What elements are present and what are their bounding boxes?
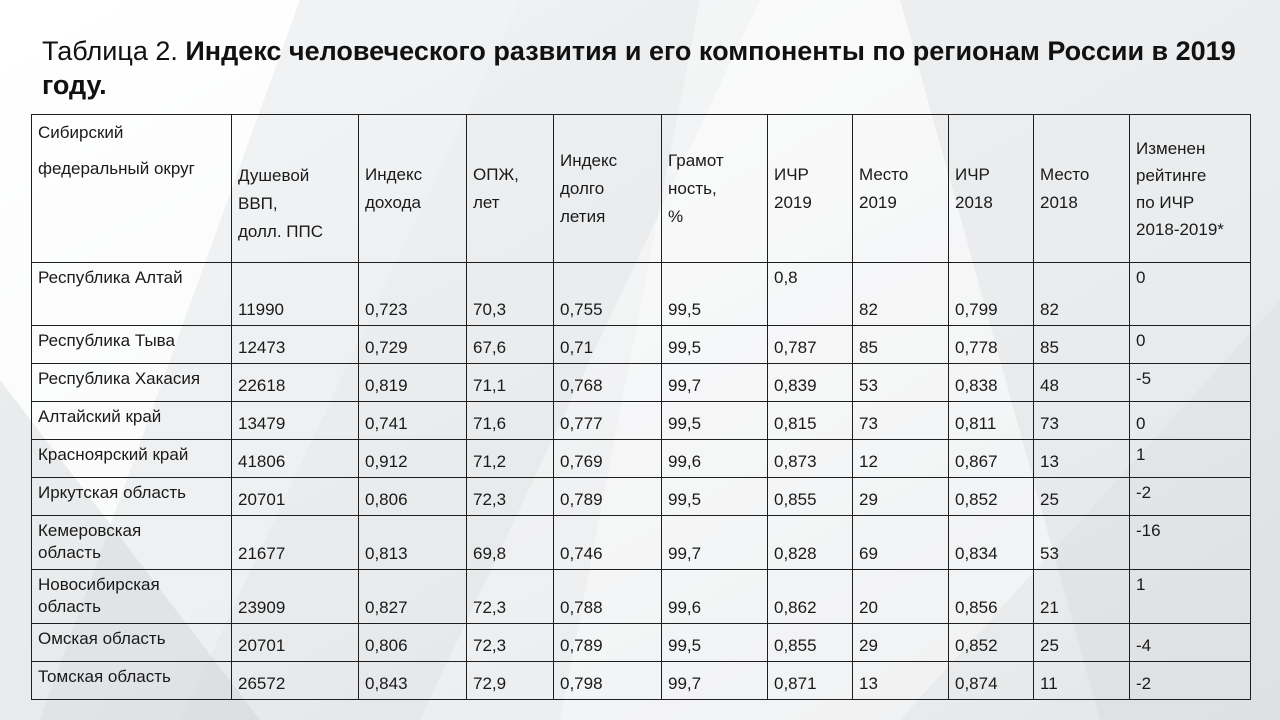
table-cell: 25: [1034, 624, 1130, 662]
table-cell: 99,7: [662, 516, 768, 570]
region-name: Омская область: [32, 624, 232, 662]
table-cell: 0,834: [949, 516, 1034, 570]
region-name: Республика Тыва: [32, 326, 232, 364]
table-row: [32, 478, 1251, 516]
table-cell: 0,789: [554, 624, 662, 662]
table-cell: 53: [1034, 516, 1130, 570]
table-cell: 1: [1130, 570, 1251, 624]
table-cell: 0,806: [359, 624, 467, 662]
table-cell: 13: [853, 662, 949, 700]
table-cell: 82: [1034, 263, 1130, 326]
table-cell: 21: [1034, 570, 1130, 624]
region-name: Новосибирская область: [32, 570, 232, 624]
table-cell: -2: [1130, 662, 1251, 700]
table-cell: 72,3: [467, 570, 554, 624]
table-row: [32, 364, 1251, 402]
header-cell: Грамот ность, %: [662, 115, 768, 263]
title-prefix: Таблица 2.: [42, 36, 186, 66]
table-cell: 26572: [232, 662, 359, 700]
table-cell: 12: [853, 440, 949, 478]
table-cell: 0,867: [949, 440, 1034, 478]
table-cell: 0,8: [768, 263, 853, 326]
table-cell: 0,862: [768, 570, 853, 624]
table-cell: 72,3: [467, 624, 554, 662]
region-name: Республика Алтай: [32, 263, 232, 326]
table-cell: 0,789: [554, 478, 662, 516]
table-cell: 71,6: [467, 402, 554, 440]
header-cell: ИЧР 2018: [949, 115, 1034, 263]
table-cell: 0,811: [949, 402, 1034, 440]
table-cell: 20: [853, 570, 949, 624]
table-cell: 0,815: [768, 402, 853, 440]
table-cell: 22618: [232, 364, 359, 402]
table-cell: 41806: [232, 440, 359, 478]
table-cell: 0,852: [949, 624, 1034, 662]
table-cell: 99,5: [662, 624, 768, 662]
table-cell: 72,3: [467, 478, 554, 516]
table-cell: -4: [1130, 624, 1251, 662]
table-cell: 0,871: [768, 662, 853, 700]
table-cell: 25: [1034, 478, 1130, 516]
table-cell: 0,855: [768, 624, 853, 662]
table-cell: 0,723: [359, 263, 467, 326]
table-cell: 0,746: [554, 516, 662, 570]
table-cell: 0,827: [359, 570, 467, 624]
table-cell: 70,3: [467, 263, 554, 326]
region-name: Красноярский край: [32, 440, 232, 478]
table-cell: 0,912: [359, 440, 467, 478]
header-cell: Место 2018: [1034, 115, 1130, 263]
table-row: [32, 326, 1251, 364]
header-cell: Место 2019: [853, 115, 949, 263]
table-cell: 0,768: [554, 364, 662, 402]
table-row: [32, 402, 1251, 440]
table-cell: 29: [853, 478, 949, 516]
table-cell: 12473: [232, 326, 359, 364]
table-cell: 99,7: [662, 662, 768, 700]
table-cell: 53: [853, 364, 949, 402]
table-cell: 69,8: [467, 516, 554, 570]
table-row: [32, 570, 1251, 624]
table-row: [32, 263, 1251, 326]
table-cell: 0,769: [554, 440, 662, 478]
title-main: Индекс человеческого развития и его компоненты по регионам России в 2019 году.: [42, 36, 1236, 100]
table-cell: 23909: [232, 570, 359, 624]
table-cell: 0,819: [359, 364, 467, 402]
table-cell: 20701: [232, 478, 359, 516]
table-cell: 72,9: [467, 662, 554, 700]
header-cell: Индекс дохода: [359, 115, 467, 263]
table-cell: 1: [1130, 440, 1251, 478]
region-name: Иркутская область: [32, 478, 232, 516]
table-cell: -5: [1130, 364, 1251, 402]
table-cell: -16: [1130, 516, 1251, 570]
table-cell: 0,787: [768, 326, 853, 364]
header-cell: Изменен рейтинге по ИЧР 2018-2019*: [1130, 115, 1251, 263]
page-title: [42, 34, 1242, 102]
region-name: Республика Хакасия: [32, 364, 232, 402]
table-header-row: [32, 115, 1251, 263]
table-cell: 0,741: [359, 402, 467, 440]
table-cell: 0,813: [359, 516, 467, 570]
table-cell: 73: [1034, 402, 1130, 440]
table-cell: 0,778: [949, 326, 1034, 364]
table-cell: 0,874: [949, 662, 1034, 700]
table-cell: 99,5: [662, 263, 768, 326]
table-cell: 67,6: [467, 326, 554, 364]
table-cell: 0,839: [768, 364, 853, 402]
region-name: Кемеровская область: [32, 516, 232, 570]
table-cell: 29: [853, 624, 949, 662]
table-row: [32, 516, 1251, 570]
header-cell: ИЧР 2019: [768, 115, 853, 263]
table-cell: 0,71: [554, 326, 662, 364]
table-cell: 0,856: [949, 570, 1034, 624]
table-cell: 0,855: [768, 478, 853, 516]
table-cell: 0: [1130, 263, 1251, 326]
table-cell: 0,777: [554, 402, 662, 440]
hdi-table: [31, 114, 1251, 700]
header-cell: Душевой ВВП, долл. ППС: [232, 115, 359, 263]
table-cell: 0: [1130, 402, 1251, 440]
region-name: Томская область: [32, 662, 232, 700]
table-cell: 0,873: [768, 440, 853, 478]
table-cell: 21677: [232, 516, 359, 570]
table-cell: 82: [853, 263, 949, 326]
table-cell: 0,798: [554, 662, 662, 700]
table-cell: 48: [1034, 364, 1130, 402]
table-cell: 13: [1034, 440, 1130, 478]
table-cell: 85: [853, 326, 949, 364]
table-cell: 20701: [232, 624, 359, 662]
table-cell: 0,799: [949, 263, 1034, 326]
table-cell: 0,838: [949, 364, 1034, 402]
table-cell: 99,5: [662, 326, 768, 364]
table-cell: 99,5: [662, 402, 768, 440]
table-row: [32, 624, 1251, 662]
table-cell: 0,843: [359, 662, 467, 700]
table-cell: 11: [1034, 662, 1130, 700]
table-cell: 11990: [232, 263, 359, 326]
header-cell: Индекс долго летия: [554, 115, 662, 263]
table-cell: -2: [1130, 478, 1251, 516]
table-cell: 99,7: [662, 364, 768, 402]
table-cell: 69: [853, 516, 949, 570]
table-cell: 73: [853, 402, 949, 440]
table-cell: 0,828: [768, 516, 853, 570]
table-cell: 13479: [232, 402, 359, 440]
table-cell: 0,788: [554, 570, 662, 624]
table-cell: 0,806: [359, 478, 467, 516]
region-name: Алтайский край: [32, 402, 232, 440]
table-row: [32, 440, 1251, 478]
table-cell: 99,6: [662, 570, 768, 624]
header-cell: Сибирский федеральный округ: [32, 115, 232, 263]
table-row: [32, 662, 1251, 700]
table-cell: 0,852: [949, 478, 1034, 516]
table-cell: 0,729: [359, 326, 467, 364]
table-cell: 99,5: [662, 478, 768, 516]
header-cell: ОПЖ, лет: [467, 115, 554, 263]
table-cell: 71,1: [467, 364, 554, 402]
table-cell: 0: [1130, 326, 1251, 364]
table-cell: 0,755: [554, 263, 662, 326]
table-cell: 85: [1034, 326, 1130, 364]
table-cell: 71,2: [467, 440, 554, 478]
table-cell: 99,6: [662, 440, 768, 478]
